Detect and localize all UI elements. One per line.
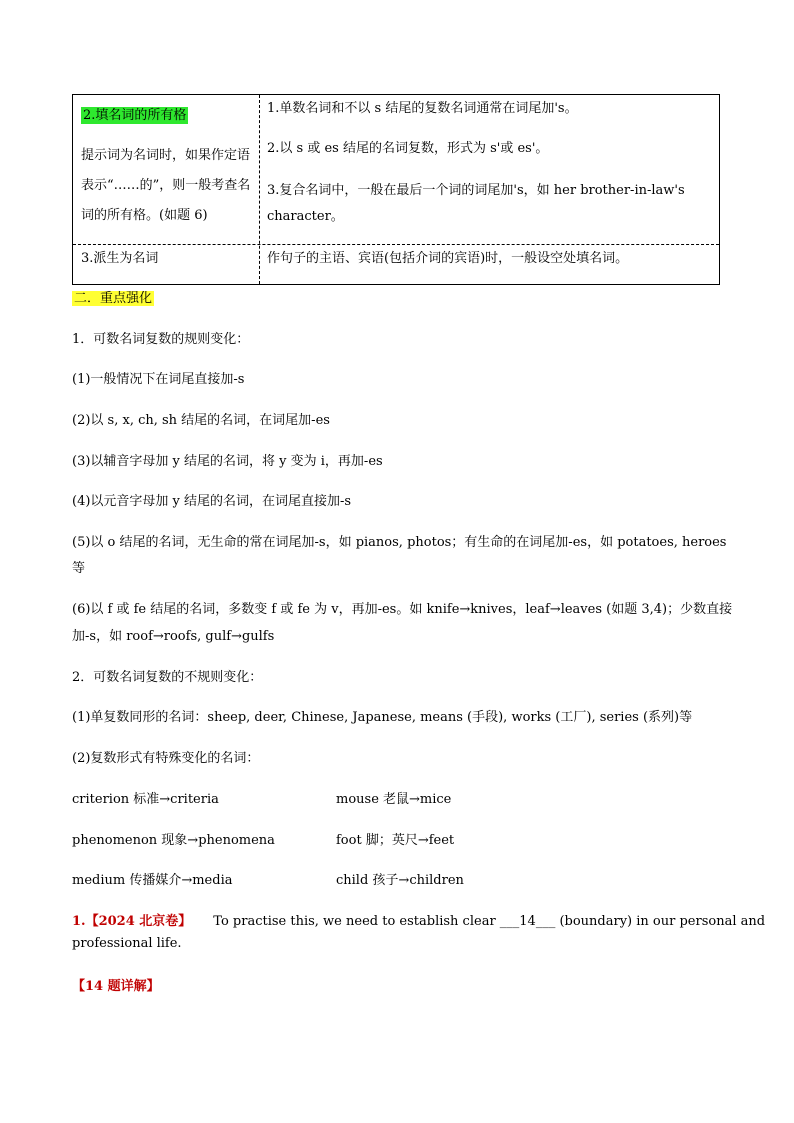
regular-rule-6-cont: 加-s，如 roof→roofs, gulf→gulfs [72,629,275,644]
irregular-rule-1: (1)单复数同形的名词：sheep, deer, Chinese, Japanese, means (手段), works (工厂), series (系列)等 [72,710,693,725]
row1-right-line-2: 2.以 s 或 es 结尾的名词复数，形式为 s'或 es'。 [267,141,549,156]
question-number: 1. [72,914,86,929]
question-line-1 [72,910,765,929]
regular-rule-3: (3)以辅音字母加 y 结尾的名词，将 y 变为 i，再加-es [72,454,383,469]
pair-left-2: phenomenon 现象→phenomena [72,833,275,848]
grammar-table [72,94,720,285]
row2-left: 3.派生为名词 [81,251,159,266]
question-line-2: professional life. [72,936,182,951]
regular-rule-4: (4)以元音字母加 y 结尾的名词，在词尾直接加-s [72,494,352,509]
question-text: To practise this, we need to establish clear ___14___ (boundary) in our personal and [213,914,766,929]
column-divider [259,95,260,284]
regular-rule-5-cont: 等 [72,561,86,576]
regular-rule-5: (5)以 o 结尾的名词，无生命的常在词尾加-s，如 pianos, photos；有生命的在词尾加-es，如 potatoes, heroes [72,535,727,550]
irregular-heading: 2．可数名词复数的不规则变化： [72,670,263,685]
question-detail-label: 【14 题详解】 [72,979,160,994]
row-divider [73,244,719,245]
row1-right-line-3: 3.复合名词中，一般在最后一个词的词尾加's，如 her brother-in-law's [267,183,685,198]
row1-right-line-4: character。 [267,209,344,224]
regular-heading: 1．可数名词复数的规则变化： [72,332,250,347]
question-source: 【2024 北京卷】 [85,914,192,929]
row1-right-line-1: 1.单数名词和不以 s 结尾的复数名词通常在词尾加's。 [267,101,578,116]
section-title: 二．重点强化 [74,291,153,306]
pair-right-3: child 孩子→children [336,873,464,888]
row1-left-note: 提示词为名词时，如果作定语表示“……的”，则一般考查名词的所有格。(如题 6) [81,148,251,223]
pair-right-1: mouse 老鼠→mice [336,792,452,807]
regular-rule-6: (6)以 f 或 fe 结尾的名词，多数变 f 或 fe 为 v，再加-es。如 knife→knives，leaf→leaves (如题 3,4)；少数直接 [72,602,733,617]
pair-left-3: medium 传播媒介→media [72,873,233,888]
irregular-rule-2: (2)复数形式有特殊变化的名词： [72,751,260,766]
regular-rule-2: (2)以 s, x, ch, sh 结尾的名词，在词尾加-es [72,413,330,428]
regular-rule-1: (1)一般情况下在词尾直接加-s [72,372,245,387]
row2-right: 作句子的主语、宾语(包括介词的宾语)时，一般设空处填名词。 [267,251,629,266]
row1-left-title: 2.填名词的所有格 [83,108,187,123]
pair-right-2: foot 脚；英尺→feet [336,833,455,848]
pair-left-1: criterion 标准→criteria [72,792,219,807]
